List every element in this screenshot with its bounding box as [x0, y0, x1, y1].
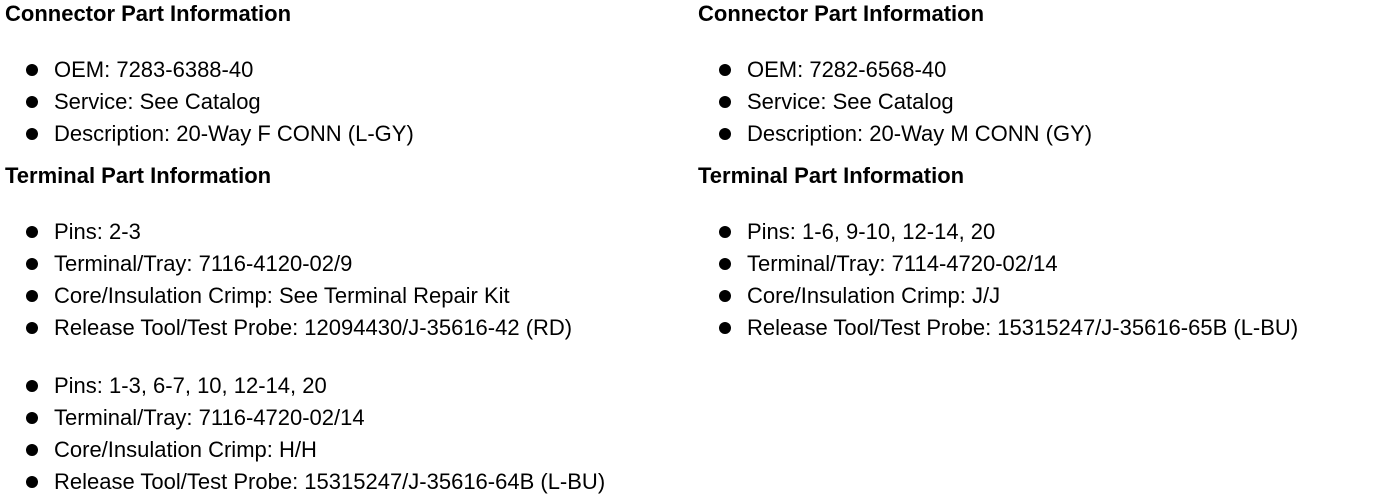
- pins-value: Pins: 1-3, 6-7, 10, 12-14, 20: [54, 373, 327, 398]
- bullet-icon: [26, 96, 38, 108]
- bullet-icon: [26, 322, 38, 334]
- description-value: Description: 20-Way F CONN (L-GY): [54, 121, 414, 146]
- bullet-icon: [719, 96, 731, 108]
- bullet-icon: [26, 226, 38, 238]
- release-tool-value: Release Tool/Test Probe: 15315247/J-35616-65B (L-BU): [747, 315, 1299, 340]
- bullet-icon: [26, 476, 38, 488]
- service-value: Service: See Catalog: [747, 89, 954, 114]
- bullet-icon: [719, 64, 731, 76]
- bullet-icon: [26, 128, 38, 140]
- bullet-icon: [719, 322, 731, 334]
- pins-value: Pins: 1-6, 9-10, 12-14, 20: [747, 219, 996, 244]
- bullet-icon: [719, 258, 731, 270]
- bullet-icon: [26, 64, 38, 76]
- bullet-icon: [26, 444, 38, 456]
- service-value: Service: See Catalog: [54, 89, 261, 114]
- release-tool-value: Release Tool/Test Probe: 15315247/J-35616-64B (L-BU): [54, 469, 606, 494]
- terminal-tray-value: Terminal/Tray: 7116-4720-02/14: [54, 405, 365, 430]
- pins-value: Pins: 2-3: [54, 219, 141, 244]
- bullet-icon: [26, 412, 38, 424]
- crimp-value: Core/Insulation Crimp: H/H: [54, 437, 317, 462]
- connector-part-heading: Connector Part Information: [5, 1, 292, 26]
- terminal-part-heading: Terminal Part Information: [5, 163, 272, 188]
- description-value: Description: 20-Way M CONN (GY): [747, 121, 1093, 146]
- bullet-icon: [719, 226, 731, 238]
- bullet-icon: [26, 380, 38, 392]
- terminal-tray-value: Terminal/Tray: 7116-4120-02/9: [54, 251, 353, 276]
- bullet-icon: [26, 258, 38, 270]
- bullet-icon: [719, 128, 731, 140]
- connector-part-heading: Connector Part Information: [698, 1, 985, 26]
- bullet-icon: [26, 290, 38, 302]
- crimp-value: Core/Insulation Crimp: J/J: [747, 283, 1001, 308]
- terminal-tray-value: Terminal/Tray: 7114-4720-02/14: [747, 251, 1058, 276]
- oem-value: OEM: 7283-6388-40: [54, 57, 254, 82]
- release-tool-value: Release Tool/Test Probe: 12094430/J-35616-42 (RD): [54, 315, 573, 340]
- bullet-icon: [719, 290, 731, 302]
- terminal-part-heading: Terminal Part Information: [698, 163, 965, 188]
- crimp-value: Core/Insulation Crimp: See Terminal Repair Kit: [54, 283, 510, 308]
- oem-value: OEM: 7282-6568-40: [747, 57, 947, 82]
